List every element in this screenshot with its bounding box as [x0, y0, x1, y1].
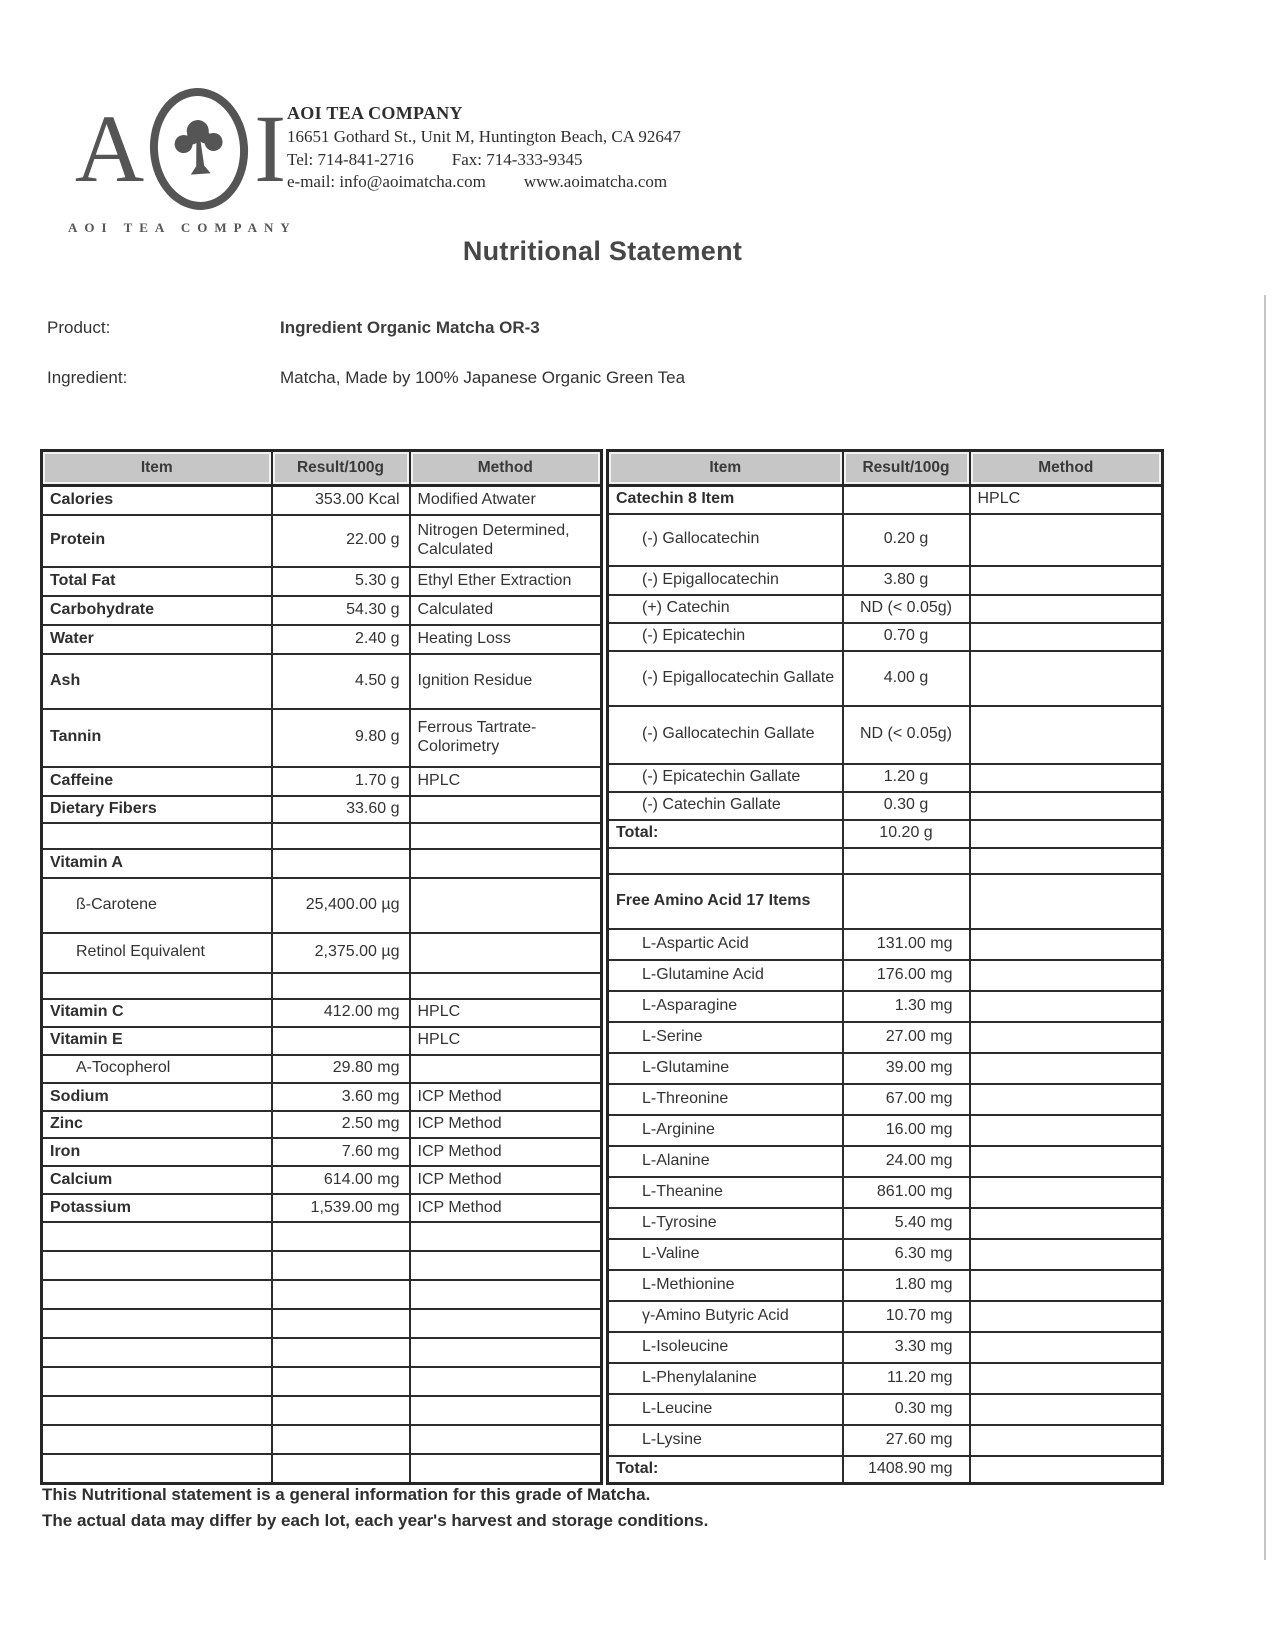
result-cell: 4.00 g: [843, 651, 970, 706]
method-cell: [970, 1053, 1163, 1084]
result-cell: 3.30 mg: [843, 1332, 970, 1363]
table-row: [42, 1338, 602, 1367]
method-cell: [970, 514, 1163, 566]
table-row: [42, 1425, 602, 1454]
result-cell: 16.00 mg: [843, 1115, 970, 1146]
method-cell: [970, 1115, 1163, 1146]
result-cell: 9.80 g: [272, 709, 410, 767]
item-cell: [42, 1280, 272, 1309]
item-cell: Zinc: [42, 1111, 272, 1138]
result-cell: 3.80 g: [843, 566, 970, 595]
result-cell: [272, 823, 410, 849]
item-cell: Ash: [42, 654, 272, 709]
result-cell: 67.00 mg: [843, 1084, 970, 1115]
item-cell: [42, 1425, 272, 1454]
nutrition-table-right: [606, 449, 1164, 1485]
item-cell: Total Fat: [42, 567, 272, 596]
column-header: Item: [608, 451, 843, 486]
result-cell: 33.60 g: [272, 796, 410, 823]
item-cell: [42, 1222, 272, 1251]
table-row: [42, 1367, 602, 1396]
table-row: [42, 1111, 602, 1138]
table-row: [608, 960, 1163, 991]
result-cell: 11.20 mg: [843, 1363, 970, 1394]
method-cell: [970, 1177, 1163, 1208]
company-phone-line: [287, 149, 681, 172]
method-cell: HPLC: [410, 767, 602, 796]
header-row: [608, 451, 1163, 486]
item-cell: A-Tocopherol: [42, 1055, 272, 1083]
table-row: [42, 1083, 602, 1111]
table-row: [608, 486, 1163, 514]
item-cell: L-Arginine: [608, 1115, 843, 1146]
footer-line-2: The actual data may differ by each lot, each year's harvest and storage conditions.: [42, 1511, 709, 1531]
item-cell: [42, 823, 272, 849]
product-label: Product:: [47, 318, 111, 337]
logo-caption: AOI TEA COMPANY: [68, 220, 297, 235]
table-row: [608, 874, 1163, 929]
table-row: [608, 1425, 1163, 1456]
method-cell: [970, 1301, 1163, 1332]
ingredient-field: [47, 368, 686, 388]
item-cell: Retinol Equivalent: [42, 933, 272, 973]
logo-oval: [146, 85, 252, 214]
method-cell: [970, 1425, 1163, 1456]
table-row: [608, 623, 1163, 651]
company-email: e-mail: info@aoimatcha.com: [287, 172, 486, 192]
method-cell: [970, 1208, 1163, 1239]
item-cell: (+) Catechin: [608, 595, 843, 623]
method-cell: [410, 1425, 602, 1454]
method-cell: [410, 1251, 602, 1280]
column-header: Result/100g: [272, 451, 410, 486]
item-cell: Calcium: [42, 1166, 272, 1194]
item-cell: L-Methionine: [608, 1270, 843, 1301]
method-cell: Nitrogen Determined, Calculated: [410, 515, 602, 567]
table-row: [608, 820, 1163, 848]
footer-line-1: This Nutritional statement is a general information for this grade of Matcha.: [42, 1485, 651, 1504]
item-cell: [42, 1396, 272, 1425]
method-cell: [970, 1270, 1163, 1301]
method-cell: [970, 1239, 1163, 1270]
method-cell: [410, 933, 602, 973]
footer-note: [42, 1482, 708, 1535]
method-cell: [410, 1454, 602, 1483]
table-row: [608, 1022, 1163, 1053]
item-cell: Potassium: [42, 1194, 272, 1222]
item-cell: Iron: [42, 1138, 272, 1166]
method-cell: HPLC: [410, 1027, 602, 1055]
item-cell: Free Amino Acid 17 Items: [608, 874, 843, 929]
method-cell: [970, 929, 1163, 960]
logo-letters: [68, 88, 293, 210]
method-cell: [970, 764, 1163, 792]
method-cell: [970, 623, 1163, 651]
table-row: [42, 1251, 602, 1280]
table-row: [42, 1222, 602, 1251]
method-cell: [410, 796, 602, 823]
method-cell: [410, 849, 602, 878]
item-cell: (-) Epicatechin: [608, 623, 843, 651]
item-cell: [608, 848, 843, 874]
table-row: [608, 1146, 1163, 1177]
table-row: [608, 651, 1163, 706]
company-tel: Tel: 714-841-2716: [287, 149, 414, 169]
item-cell: Sodium: [42, 1083, 272, 1111]
method-cell: Ignition Residue: [410, 654, 602, 709]
method-cell: [970, 595, 1163, 623]
item-cell: [42, 1309, 272, 1338]
table-row: [608, 929, 1163, 960]
result-cell: 10.20 g: [843, 820, 970, 848]
table-row: [608, 764, 1163, 792]
table-row: [42, 1194, 602, 1222]
method-cell: [970, 1363, 1163, 1394]
result-cell: 1.70 g: [272, 767, 410, 796]
item-cell: (-) Epicatechin Gallate: [608, 764, 843, 792]
result-cell: 2.40 g: [272, 625, 410, 654]
item-cell: (-) Epigallocatechin: [608, 566, 843, 595]
item-cell: [42, 1251, 272, 1280]
method-cell: [410, 1396, 602, 1425]
result-cell: 412.00 mg: [272, 999, 410, 1027]
nutrition-table-left: [40, 449, 603, 1485]
table-row: [608, 1208, 1163, 1239]
item-cell: γ-Amino Butyric Acid: [608, 1301, 843, 1332]
item-cell: L-Glutamine Acid: [608, 960, 843, 991]
table-row: [42, 1396, 602, 1425]
page-title: Nutritional Statement: [462, 236, 743, 266]
table-row: [42, 486, 602, 515]
table-row: [42, 1280, 602, 1309]
result-cell: 6.30 mg: [843, 1239, 970, 1270]
method-cell: [970, 1146, 1163, 1177]
company-name: AOI TEA COMPANY: [287, 103, 463, 123]
result-cell: 131.00 mg: [843, 929, 970, 960]
method-cell: [970, 792, 1163, 820]
result-cell: 0.30 mg: [843, 1394, 970, 1425]
result-cell: [272, 1454, 410, 1483]
method-cell: HPLC: [970, 486, 1163, 514]
column-header: Method: [410, 451, 602, 486]
item-cell: L-Lysine: [608, 1425, 843, 1456]
item-cell: L-Leucine: [608, 1394, 843, 1425]
result-cell: [272, 1251, 410, 1280]
column-header: Item: [42, 451, 272, 486]
logo-letter-i: I: [254, 95, 287, 202]
item-cell: L-Tyrosine: [608, 1208, 843, 1239]
table-row: [608, 566, 1163, 595]
method-cell: [970, 820, 1163, 848]
result-cell: [272, 973, 410, 999]
method-cell: [410, 1055, 602, 1083]
header-row: [42, 451, 602, 486]
result-cell: 4.50 g: [272, 654, 410, 709]
item-cell: ß-Carotene: [42, 878, 272, 933]
result-cell: 5.30 g: [272, 567, 410, 596]
table-row: [42, 1309, 602, 1338]
method-cell: [410, 973, 602, 999]
method-cell: Ferrous Tartrate-Colorimetry: [410, 709, 602, 767]
item-cell: L-Serine: [608, 1022, 843, 1053]
item-cell: L-Theanine: [608, 1177, 843, 1208]
result-cell: 24.00 mg: [843, 1146, 970, 1177]
result-cell: [843, 486, 970, 514]
result-cell: ND (< 0.05g): [843, 706, 970, 764]
company-logo: [68, 88, 297, 236]
table-row: [608, 991, 1163, 1022]
method-cell: [970, 848, 1163, 874]
method-cell: [970, 874, 1163, 929]
table-row: [42, 823, 602, 849]
table-row: [42, 567, 602, 596]
ingredient-label: Ingredient:: [47, 368, 128, 387]
item-cell: (-) Epigallocatechin Gallate: [608, 651, 843, 706]
result-cell: [272, 849, 410, 878]
result-cell: 3.60 mg: [272, 1083, 410, 1111]
result-cell: [843, 874, 970, 929]
method-cell: [410, 1338, 602, 1367]
result-cell: 614.00 mg: [272, 1166, 410, 1194]
table-row: [608, 1239, 1163, 1270]
table-row: [608, 1084, 1163, 1115]
method-cell: Ethyl Ether Extraction: [410, 567, 602, 596]
result-cell: 27.00 mg: [843, 1022, 970, 1053]
result-cell: ND (< 0.05g): [843, 595, 970, 623]
method-cell: [970, 960, 1163, 991]
table-row: [608, 1332, 1163, 1363]
item-cell: Carbohydrate: [42, 596, 272, 625]
table-row: [42, 1166, 602, 1194]
table-row: [608, 706, 1163, 764]
column-header: Result/100g: [843, 451, 970, 486]
item-cell: L-Phenylalanine: [608, 1363, 843, 1394]
item-cell: Calories: [42, 486, 272, 515]
method-cell: ICP Method: [410, 1138, 602, 1166]
item-cell: Vitamin A: [42, 849, 272, 878]
table-row: [608, 1363, 1163, 1394]
result-cell: 5.40 mg: [843, 1208, 970, 1239]
table-row: [42, 1454, 602, 1483]
table-row: [42, 849, 602, 878]
column-header: Method: [970, 451, 1163, 486]
method-cell: [970, 1394, 1163, 1425]
item-cell: (-) Gallocatechin: [608, 514, 843, 566]
result-cell: 1.20 g: [843, 764, 970, 792]
scan-edge-artifact: [1264, 295, 1266, 1560]
item-cell: Caffeine: [42, 767, 272, 796]
result-cell: [272, 1396, 410, 1425]
result-cell: 1,539.00 mg: [272, 1194, 410, 1222]
table-row: [42, 933, 602, 973]
item-cell: L-Asparagine: [608, 991, 843, 1022]
result-cell: 2,375.00 µg: [272, 933, 410, 973]
table-row: [608, 514, 1163, 566]
item-cell: Dietary Fibers: [42, 796, 272, 823]
method-cell: ICP Method: [410, 1083, 602, 1111]
result-cell: 0.30 g: [843, 792, 970, 820]
logo-letter-a: A: [74, 95, 145, 202]
method-cell: ICP Method: [410, 1111, 602, 1138]
result-cell: 54.30 g: [272, 596, 410, 625]
result-cell: 22.00 g: [272, 515, 410, 567]
item-cell: Catechin 8 Item: [608, 486, 843, 514]
result-cell: 1408.90 mg: [843, 1456, 970, 1484]
result-cell: [272, 1425, 410, 1454]
table-row: [42, 654, 602, 709]
result-cell: [272, 1338, 410, 1367]
table-row: [42, 796, 602, 823]
item-cell: L-Alanine: [608, 1146, 843, 1177]
method-cell: Modified Atwater: [410, 486, 602, 515]
tree-icon: [171, 116, 227, 181]
item-cell: (-) Catechin Gallate: [608, 792, 843, 820]
result-cell: [272, 1367, 410, 1396]
result-cell: [272, 1280, 410, 1309]
result-cell: 7.60 mg: [272, 1138, 410, 1166]
table-row: [42, 878, 602, 933]
table-row: [608, 848, 1163, 874]
item-cell: Tannin: [42, 709, 272, 767]
company-fax: Fax: 714-333-9345: [451, 149, 583, 169]
product-field: [47, 318, 540, 338]
table-row: [608, 1394, 1163, 1425]
table-row: [608, 1053, 1163, 1084]
table-row: [608, 1270, 1163, 1301]
item-cell: Vitamin E: [42, 1027, 272, 1055]
table-row: [608, 792, 1163, 820]
result-cell: 27.60 mg: [843, 1425, 970, 1456]
result-cell: 0.70 g: [843, 623, 970, 651]
item-cell: [42, 1367, 272, 1396]
table-row: [42, 1027, 602, 1055]
result-cell: 1.30 mg: [843, 991, 970, 1022]
result-cell: 39.00 mg: [843, 1053, 970, 1084]
table-row: [42, 1055, 602, 1083]
item-cell: Total:: [608, 820, 843, 848]
table-row: [42, 515, 602, 567]
company-website: www.aoimatcha.com: [523, 172, 668, 192]
item-cell: L-Valine: [608, 1239, 843, 1270]
table-row: [608, 1115, 1163, 1146]
method-cell: ICP Method: [410, 1194, 602, 1222]
table-row: [42, 973, 602, 999]
item-cell: L-Isoleucine: [608, 1332, 843, 1363]
result-cell: 861.00 mg: [843, 1177, 970, 1208]
method-cell: [970, 651, 1163, 706]
method-cell: [970, 566, 1163, 595]
method-cell: [410, 878, 602, 933]
method-cell: [410, 823, 602, 849]
result-cell: [843, 848, 970, 874]
result-cell: 353.00 Kcal: [272, 486, 410, 515]
result-cell: 0.20 g: [843, 514, 970, 566]
table-row: [608, 1177, 1163, 1208]
item-cell: [42, 1454, 272, 1483]
result-cell: 176.00 mg: [843, 960, 970, 991]
item-cell: Vitamin C: [42, 999, 272, 1027]
table-row: [608, 595, 1163, 623]
result-cell: [272, 1309, 410, 1338]
nutrition-tables: [40, 449, 1164, 1485]
company-info: [287, 102, 681, 194]
table-row: [42, 625, 602, 654]
method-cell: HPLC: [410, 999, 602, 1027]
method-cell: [410, 1367, 602, 1396]
method-cell: [970, 991, 1163, 1022]
result-cell: 29.80 mg: [272, 1055, 410, 1083]
result-cell: 2.50 mg: [272, 1111, 410, 1138]
company-web-line: [287, 171, 681, 194]
method-cell: ICP Method: [410, 1166, 602, 1194]
item-cell: [42, 973, 272, 999]
product-value: Ingredient Organic Matcha OR-3: [280, 318, 540, 337]
result-cell: 10.70 mg: [843, 1301, 970, 1332]
table-row: [42, 767, 602, 796]
item-cell: Protein: [42, 515, 272, 567]
result-cell: 1.80 mg: [843, 1270, 970, 1301]
result-cell: 25,400.00 µg: [272, 878, 410, 933]
result-cell: [272, 1222, 410, 1251]
method-cell: [410, 1280, 602, 1309]
item-cell: Water: [42, 625, 272, 654]
method-cell: [970, 1332, 1163, 1363]
item-cell: L-Threonine: [608, 1084, 843, 1115]
item-cell: (-) Gallocatechin Gallate: [608, 706, 843, 764]
method-cell: Heating Loss: [410, 625, 602, 654]
item-cell: Total:: [608, 1456, 843, 1484]
result-cell: [272, 1027, 410, 1055]
table-row: [42, 596, 602, 625]
table-row: [608, 1301, 1163, 1332]
table-row: [42, 1138, 602, 1166]
method-cell: [410, 1309, 602, 1338]
method-cell: [970, 1084, 1163, 1115]
table-row: [42, 999, 602, 1027]
ingredient-value: Matcha, Made by 100% Japanese Organic Green Tea: [280, 368, 686, 387]
item-cell: [42, 1338, 272, 1367]
method-cell: Calculated: [410, 596, 602, 625]
table-row: [608, 1456, 1163, 1484]
method-cell: [410, 1222, 602, 1251]
company-address: 16651 Gothard St., Unit M, Huntington Beach, CA 92647: [287, 126, 681, 146]
table-row: [42, 709, 602, 767]
method-cell: [970, 1022, 1163, 1053]
item-cell: L-Glutamine: [608, 1053, 843, 1084]
item-cell: L-Aspartic Acid: [608, 929, 843, 960]
method-cell: [970, 706, 1163, 764]
method-cell: [970, 1456, 1163, 1484]
